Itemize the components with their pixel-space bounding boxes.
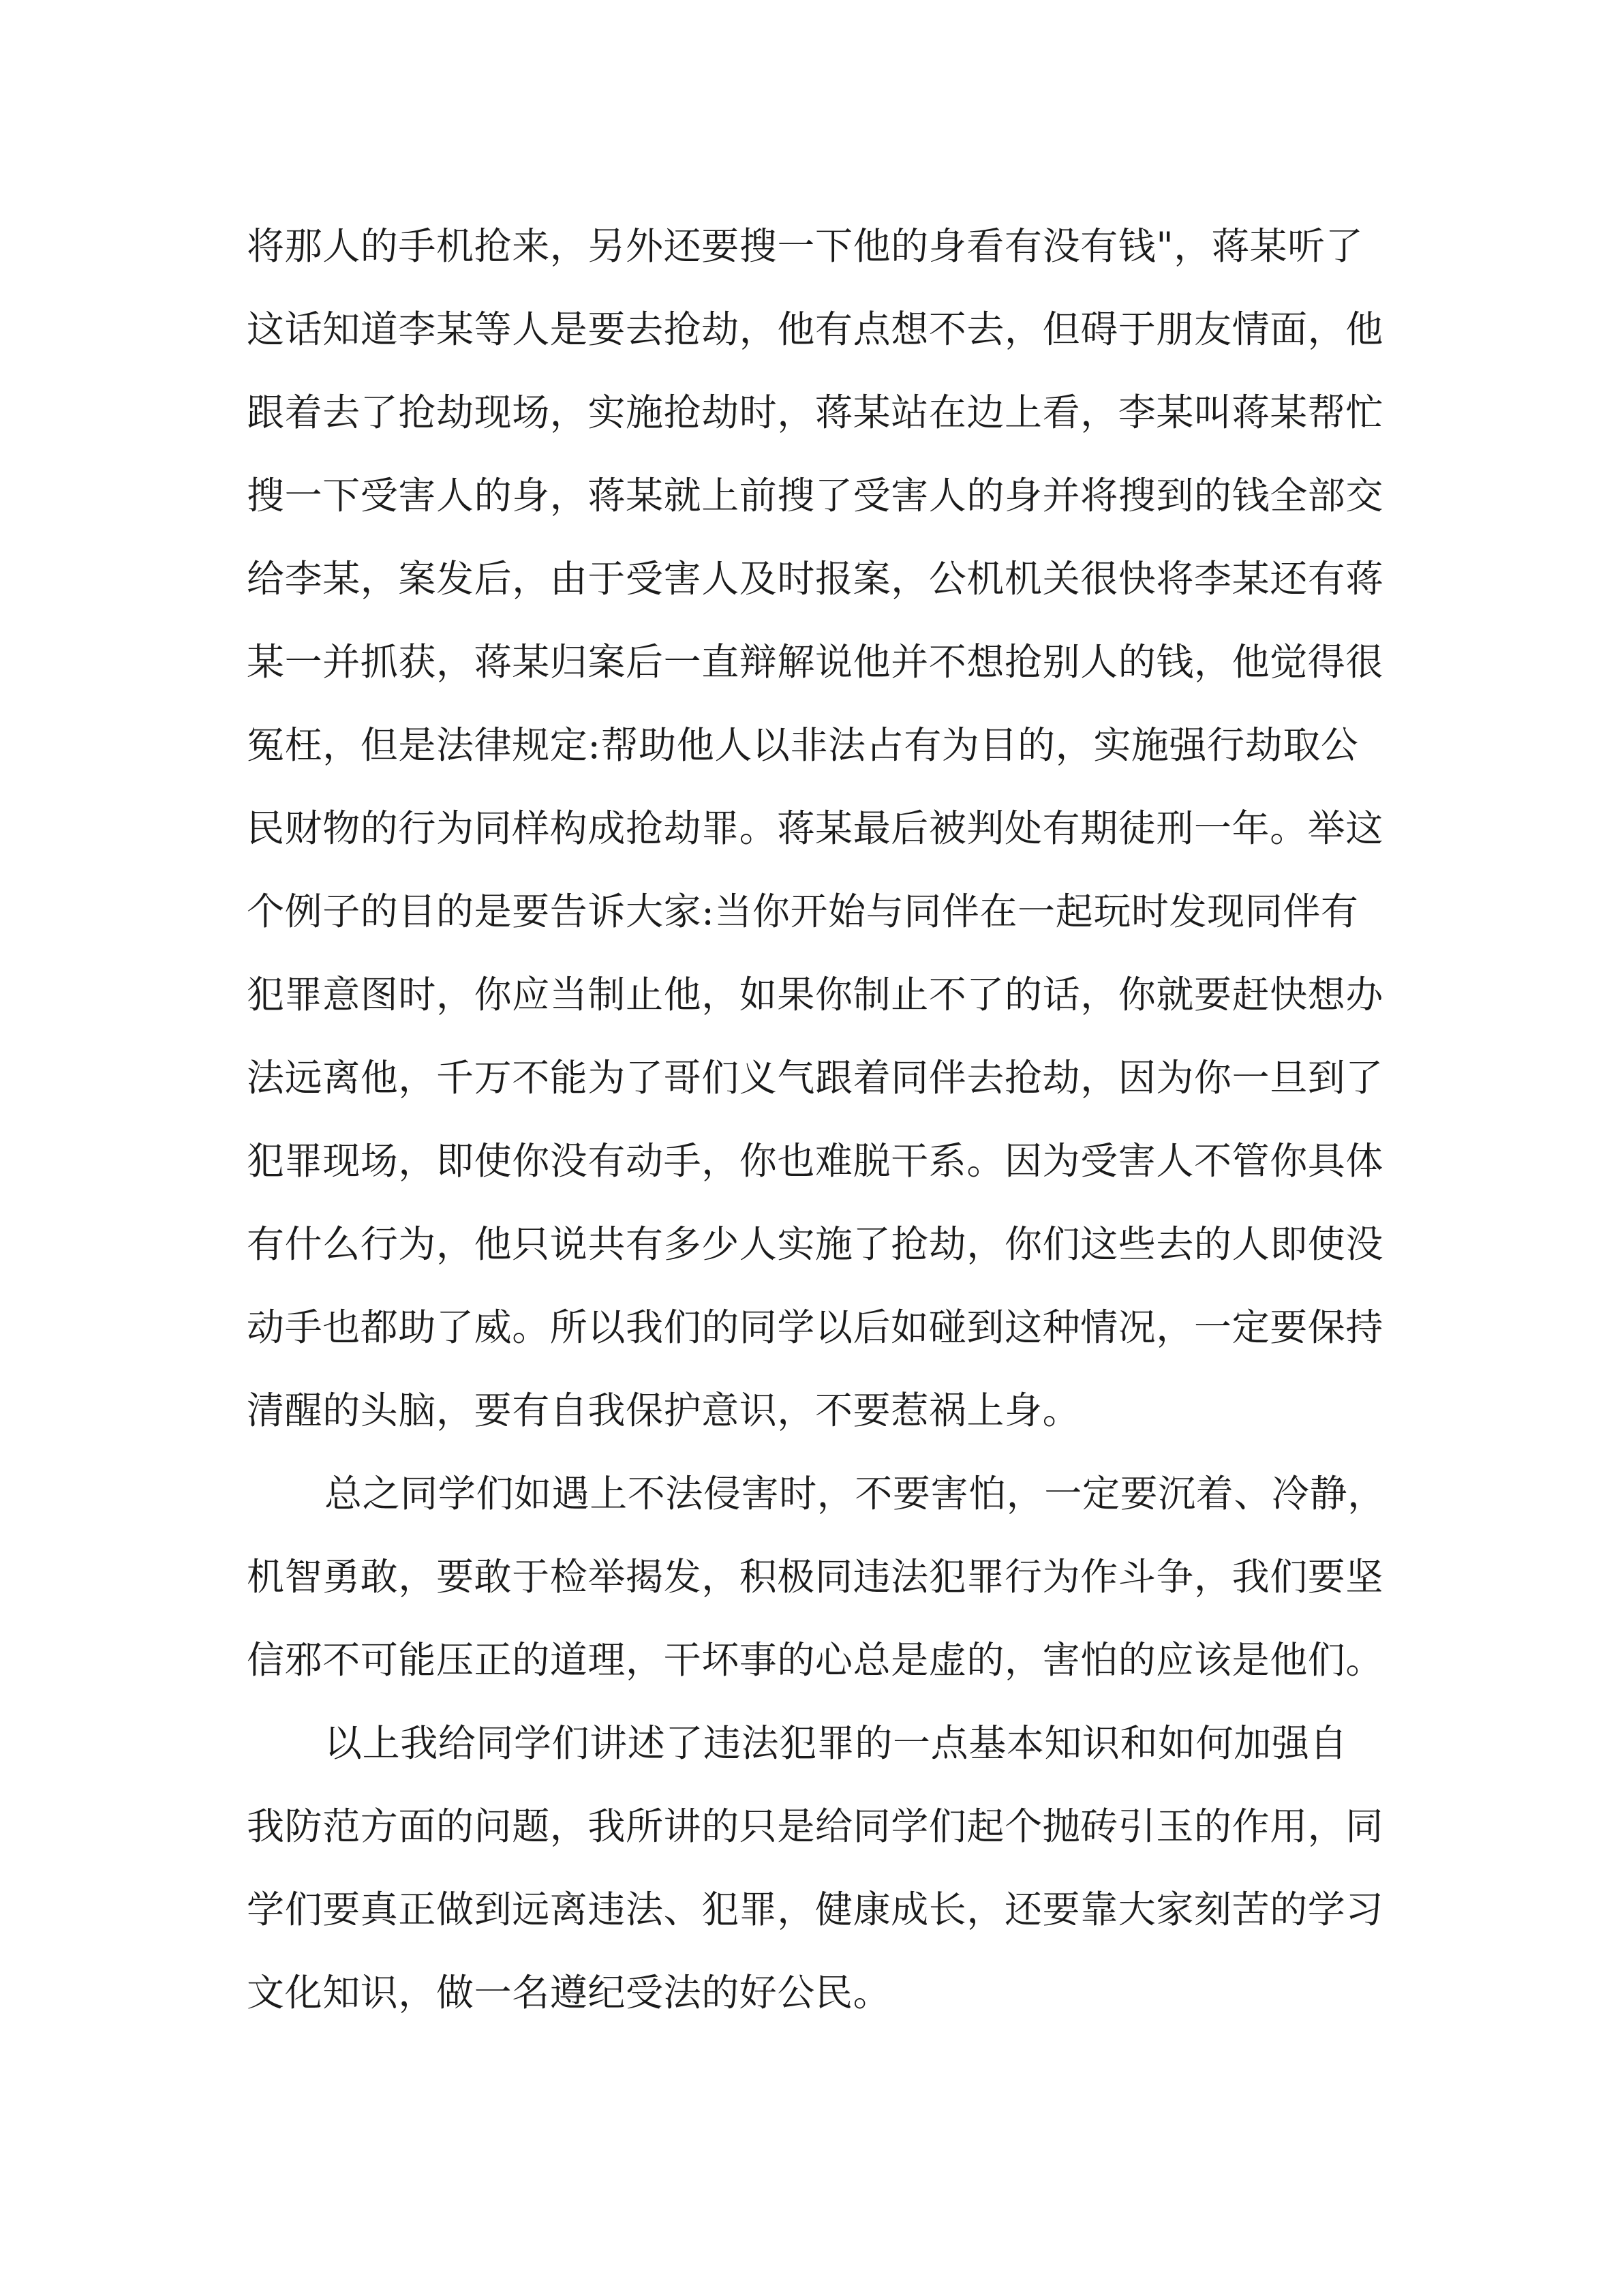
text-line: 信邪不可能压正的道理，干坏事的心总是虚的，害怕的应该是他们。	[247, 1638, 1384, 1682]
text-line: 犯罪现场，即使你没有动手，你也难脱干系。因为受害人不管你具体	[247, 1139, 1384, 1183]
text-line: 文化知识，做一名遵纪受法的好公民。	[247, 1971, 891, 2014]
text-line: 法远离他，千万不能为了哥们义气跟着同伴去抢劫，因为你一旦到了	[247, 1056, 1384, 1100]
text-line: 给李某，案发后，由于受害人及时报案，公机机关很快将李某还有蒋	[247, 557, 1384, 601]
text-line: 学们要真正做到远离违法、犯罪，健康成长，还要靠大家刻苦的学习	[247, 1888, 1384, 1931]
text-line: 我防范方面的问题，我所讲的只是给同学们起个抛砖引玉的作用，同	[247, 1804, 1384, 1848]
text-line: 动手也都助了威。所以我们的同学以后如碰到这种情况，一定要保持	[247, 1305, 1384, 1349]
text-line: 这话知道李某等人是要去抢劫，他有点想不去，但碍于朋友情面，他	[247, 307, 1384, 351]
body-text	[247, 205, 1385, 2034]
paragraph-first-line: 总之同学们如遇上不法侵害时，不要害怕，一定要沉着、冷静，	[324, 1472, 1386, 1515]
paragraph-first-line: 以上我给同学们讲述了违法犯罪的一点基本知识和如何加强自	[324, 1721, 1348, 1765]
text-line: 某一并抓获，蒋某归案后一直辩解说他并不想抢别人的钱，他觉得很	[247, 640, 1384, 684]
text-line: 将那人的手机抢来，另外还要搜一下他的身看有没有钱"，蒋某听了	[247, 224, 1364, 268]
text-line: 民财物的行为同样构成抢劫罪。蒋某最后被判处有期徒刑一年。举这	[247, 806, 1384, 850]
text-line: 清醒的头脑，要有自我保护意识，不要惹祸上身。	[247, 1389, 1081, 1432]
text-line: 冤枉，但是法律规定:帮助他人以非法占有为目的，实施强行劫取公	[247, 723, 1359, 767]
text-line: 跟着去了抢劫现场，实施抢劫时，蒋某站在边上看，李某叫蒋某帮忙	[247, 391, 1384, 434]
text-line: 犯罪意图时，你应当制止他，如果你制止不了的话，你就要赶快想办	[247, 973, 1384, 1016]
text-line: 有什么行为，他只说共有多少人实施了抢劫，你们这些去的人即使没	[247, 1222, 1384, 1266]
text-line: 个例子的目的是要告诉大家:当你开始与同伴在一起玩时发现同伴有	[247, 890, 1359, 933]
text-line: 搜一下受害人的身，蒋某就上前搜了受害人的身并将搜到的钱全部交	[247, 474, 1384, 517]
text-line: 机智勇敢，要敢于检举揭发，积极同违法犯罪行为作斗争，我们要坚	[247, 1555, 1384, 1599]
